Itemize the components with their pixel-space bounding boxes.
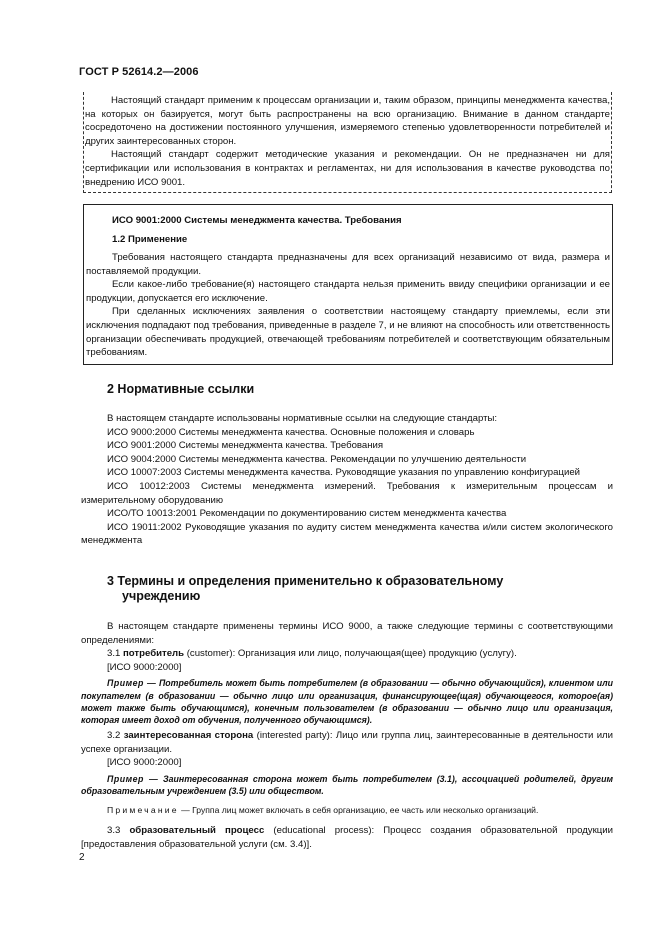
term-number: 3.2 [107, 730, 121, 742]
quote-box-subtitle: 1.2 Применение [112, 234, 188, 245]
term-definition: (educational process): Процесс создания образовательной продукции [предоставления образовательной услуги (см. 3.4)]. [81, 825, 614, 850]
term-number: 3.1 [107, 648, 121, 660]
reference-item: ИСО/ТО 10013:2001 Рекомендации по документированию систем менеджмента качества [107, 508, 507, 520]
term-source: [ИСО 9000:2000] [107, 757, 182, 769]
intro-dashed-box [83, 92, 612, 193]
term-name: заинтересованная сторона [123, 730, 254, 742]
term-definition: (customer): Организация или лицо, получающая(щее) продукцию (услугу). [184, 648, 517, 660]
quote-box-title: ИСО 9001:2000 Системы менеджмента качества. Требования [112, 215, 402, 226]
section-3-title [107, 574, 503, 604]
term-source: [ИСО 9000:2000] [107, 661, 182, 673]
quote-paragraph-3: При сделанных исключениях заявления о соответствии настоящему стандарту приемлемы, если эти исключения подпадают под требования, приведенные в разделе 7, и не влияют на способность или ответственность организации обеспечивать продукцией, отвечающей требованиям потребителей и соответствующим обязательным требованиям. [86, 306, 610, 359]
iso-9001-quote-box [83, 204, 613, 365]
reference-item: ИСО 10007:2003 Системы менеджмента качества. Руководящие указания по управлению конфигурацией [107, 467, 581, 479]
term-3-1-example [81, 677, 613, 726]
term-3-1 [81, 647, 613, 661]
reference-item: ИСО 10012:2003 Системы менеджмента измерений. Требования к измерительным процессам и измерительному оборудованию [81, 480, 613, 506]
document-header: ГОСТ Р 52614.2—2006 [79, 66, 199, 78]
note-label: Примечание [107, 805, 179, 816]
section-3-title-line-1: 3 Термины и определения применительно к образовательному [107, 574, 504, 588]
quote-paragraph-1: Требования настоящего стандарта предназначены для всех организаций независимо от вида, размера и поставляемой продукции. [86, 252, 610, 277]
note-text: — Группа лиц может включать в себя организацию, ее часть или несколько организаций. [178, 805, 539, 816]
intro-paragraph-2: Настоящий стандарт содержит методические указания и рекомендации. Он не предназначен ни для сертификации или использования в контрактах и регламентах, ни для использования в качестве руководства по внедрению ИСО 9001. [85, 149, 610, 188]
reference-item: ИСО 19011:2002 Руководящие указания по аудиту систем менеджмента качества и/или систем экологического менеджмента [81, 521, 613, 547]
term-3-2-note [81, 804, 613, 816]
term-definition: (interested party): Лицо или группа лиц, заинтересованные в деятельности или успехе организации. [81, 730, 614, 755]
term-number: 3.3 [107, 825, 121, 837]
example-label: Пример — [107, 773, 159, 784]
section-2-body [81, 412, 613, 548]
term-name: образовательный процесс [129, 825, 265, 837]
term-3-2 [81, 729, 613, 756]
term-3-2-example [81, 773, 613, 797]
section-2-title: 2 Нормативные ссылки [107, 382, 255, 396]
example-text: Заинтересованная сторона может быть потребителем (3.1), ассоциацией родителей, другим образовательным учреждением (3.5) или обществом. [81, 773, 613, 797]
example-label: Пример — [107, 678, 157, 689]
section-2-intro: В настоящем стандарте использованы нормативные ссылки на следующие стандарты: [107, 413, 498, 424]
example-text: Потребитель может быть потребителем (в образовании — обычно обучающийся), клиентом или покупателем (в образовании — обычно лицо или организация, финансирующее(щая) обучающегося, которое(ая) может также быть обучающимся), конечным пользователем (в образовании — обычно лицо или организация, которая имеет доход от обучения, полученного обучающимся). [81, 678, 613, 725]
intro-paragraph-1: Настоящий стандарт применим к процессам организации и, таким образом, принципы менеджмента качества, на которых он базируется, могут быть распространены на всю организацию. Внимание в данном стандарте сосредоточено на достижении постоянного улучшения, измеряемого степенью удовлетворенности потребителей и других заинтересованных сторон. [85, 95, 610, 147]
reference-item: ИСО 9004:2000 Системы менеджмента качества. Рекомендации по улучшению деятельности [107, 453, 527, 465]
term-3-3 [81, 824, 613, 851]
section-3-body [81, 620, 613, 852]
term-name: потребитель [123, 648, 185, 660]
reference-item: ИСО 9001:2000 Системы менеджмента качества. Требования [107, 440, 384, 452]
quote-paragraph-2: Если какое-либо требование(я) настоящего стандарта нельзя применить ввиду специфики организации и ее продукции, допускается его исключение. [86, 279, 610, 304]
section-3-intro: В настоящем стандарте применены термины ИСО 9000, а также следующие термины с соответствующими определениями: [81, 621, 613, 646]
section-3-title-line-2: учреждению [122, 589, 201, 603]
page-number: 2 [79, 852, 85, 863]
reference-item: ИСО 9000:2000 Системы менеджмента качества. Основные положения и словарь [107, 426, 475, 438]
